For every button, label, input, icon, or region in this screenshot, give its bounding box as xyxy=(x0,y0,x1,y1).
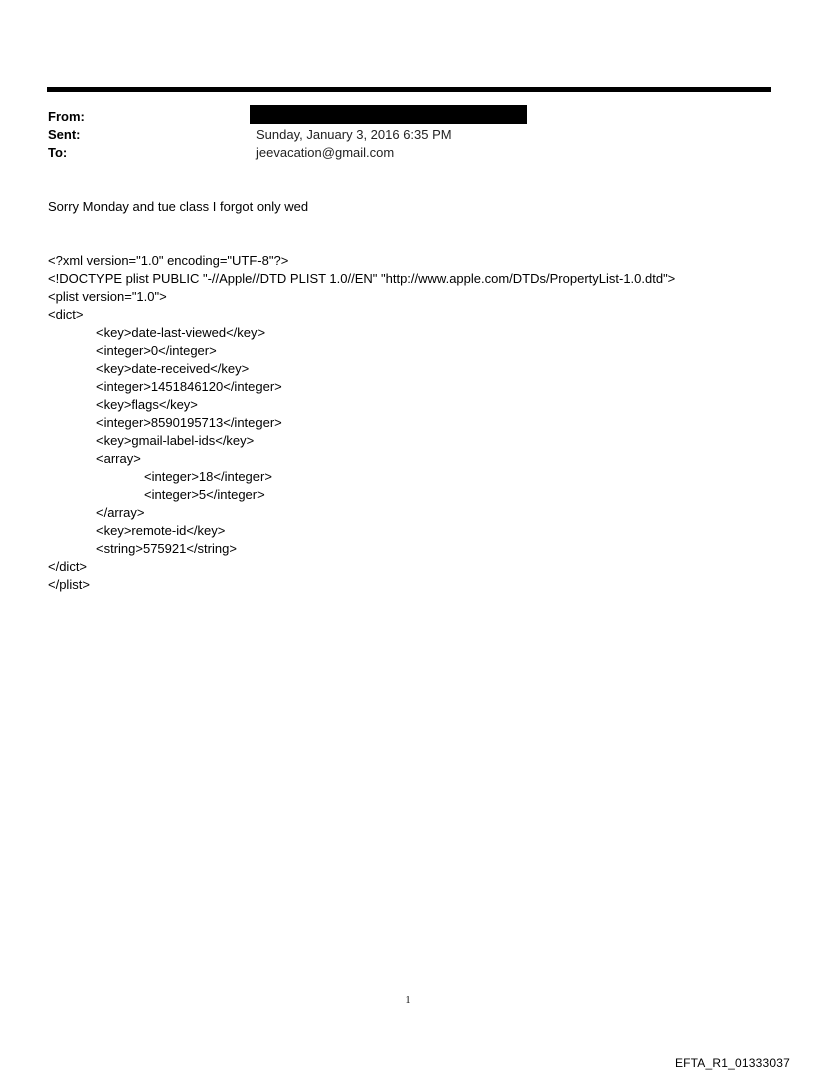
plist-line: <key>gmail-label-ids</key> xyxy=(96,433,255,448)
plist-line: <array> xyxy=(96,451,141,466)
plist-line: </dict> xyxy=(48,559,88,574)
plist-line: <plist version="1.0"> xyxy=(48,289,167,304)
plist-line: </array> xyxy=(96,505,145,520)
plist-line: <string>575921</string> xyxy=(96,541,237,556)
plist-line: <integer>1451846120</integer> xyxy=(96,379,282,394)
bates-number: EFTA_R1_01333037 xyxy=(674,1056,790,1070)
to-label: To: xyxy=(48,145,68,160)
plist-line: <key>date-received</key> xyxy=(96,361,250,376)
redaction-box xyxy=(250,105,527,124)
plist-line: <key>date-last-viewed</key> xyxy=(96,325,266,340)
plist-block xyxy=(48,252,788,594)
email-body: Sorry Monday and tue class I forgot only wed xyxy=(48,199,309,214)
sent-label: Sent: xyxy=(48,127,81,142)
page-number: 1 xyxy=(405,995,411,1006)
from-label: From: xyxy=(48,109,85,124)
sent-value: Sunday, January 3, 2016 6:35 PM xyxy=(256,127,452,142)
plist-line: <integer>18</integer> xyxy=(144,469,272,484)
plist-line: <integer>0</integer> xyxy=(96,343,217,358)
plist-line: <integer>8590195713</integer> xyxy=(96,415,282,430)
plist-line: <!DOCTYPE plist PUBLIC "-//Apple//DTD PLIST 1.0//EN" "http://www.apple.com/DTDs/PropertyList-1.0.dtd"> xyxy=(48,271,676,286)
to-row xyxy=(48,144,748,162)
header-divider xyxy=(47,87,771,92)
plist-line: <dict> xyxy=(48,307,84,322)
plist-line: <key>flags</key> xyxy=(96,397,198,412)
plist-line: <?xml version="1.0" encoding="UTF-8"?> xyxy=(48,253,289,268)
plist-line: <key>remote-id</key> xyxy=(96,523,226,538)
plist-line: <integer>5</integer> xyxy=(144,487,265,502)
sent-row xyxy=(48,126,748,144)
plist-line: </plist> xyxy=(48,577,90,592)
to-value: jeevacation@gmail.com xyxy=(256,145,395,160)
